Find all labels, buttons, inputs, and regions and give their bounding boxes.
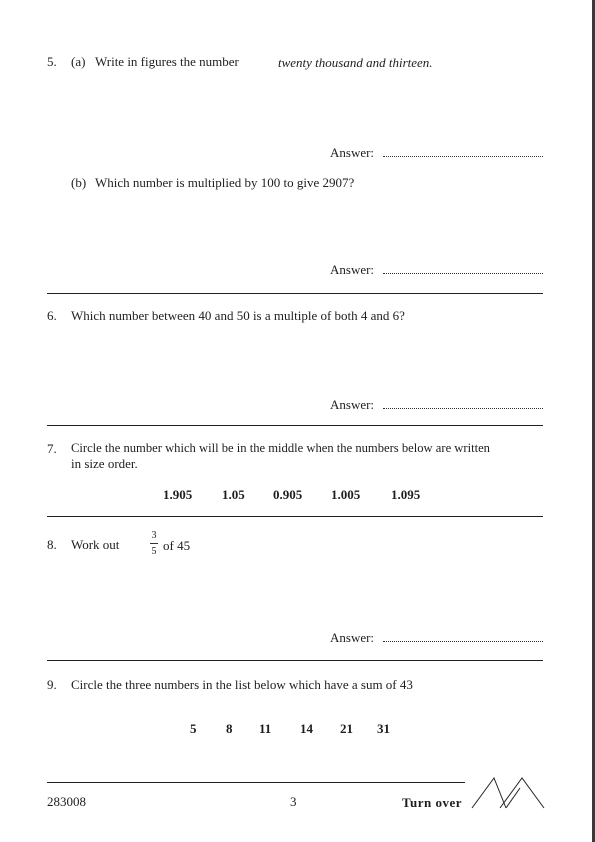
question-8-number: 8.	[47, 537, 57, 552]
option-number[interactable]: 1.095	[391, 487, 421, 502]
page-number: 3	[290, 794, 297, 809]
turn-over-arrows-icon	[470, 774, 546, 810]
question-5a-words: twenty thousand and thirteen.	[278, 55, 433, 70]
question-8-of-text: of 45	[163, 538, 191, 553]
turn-over-label: Turn over	[402, 795, 462, 810]
section-divider	[47, 293, 543, 294]
answer-label-5a: Answer:	[330, 145, 375, 160]
answer-label-5b: Answer:	[330, 262, 375, 277]
option-number[interactable]: 1.905	[163, 487, 193, 502]
question-9-number: 9.	[47, 677, 57, 692]
fraction-denominator: 5	[151, 546, 157, 557]
option-number[interactable]: 1.005	[331, 487, 361, 502]
question-7-number: 7.	[47, 441, 57, 456]
question-5a-label: (a)	[71, 54, 86, 69]
answer-line-8[interactable]	[383, 641, 543, 642]
question-5b-label: (b)	[71, 175, 87, 190]
option-number[interactable]: 31	[377, 721, 390, 736]
question-7-number-list	[163, 486, 420, 504]
option-number[interactable]: 11	[259, 721, 272, 736]
answer-label-6: Answer:	[330, 397, 375, 412]
section-divider	[47, 660, 543, 661]
answer-label-8: Answer:	[330, 630, 375, 645]
question-5-number: 5.	[47, 54, 57, 69]
fraction-bar	[150, 543, 158, 544]
answer-line-6[interactable]	[383, 408, 543, 409]
question-5b-text: Which number is multiplied by 100 to give 2907?	[95, 175, 355, 190]
fraction-numerator: 3	[151, 530, 157, 541]
paper-code: 283008	[47, 794, 86, 809]
question-7-text-line2: in size order.	[71, 456, 138, 471]
question-7-text-line1: Circle the number which will be in the middle when the numbers below are written	[71, 441, 490, 455]
option-number[interactable]: 0.905	[273, 487, 303, 502]
option-number[interactable]: 1.05	[222, 487, 245, 502]
question-9-number-list	[190, 720, 390, 738]
answer-line-5a[interactable]	[383, 156, 543, 157]
option-number[interactable]: 5	[190, 721, 197, 736]
question-5a-text: Write in figures the number	[95, 54, 239, 69]
option-number[interactable]: 21	[340, 721, 353, 736]
question-6-text: Which number between 40 and 50 is a multiple of both 4 and 6?	[71, 308, 405, 323]
question-9-text: Circle the three numbers in the list below which have a sum of 43	[71, 677, 413, 692]
option-number[interactable]: 8	[226, 721, 233, 736]
answer-line-5b[interactable]	[383, 273, 543, 274]
section-divider	[47, 425, 543, 426]
section-divider	[47, 516, 543, 517]
footer-rule	[47, 782, 465, 783]
option-number[interactable]: 14	[300, 721, 313, 736]
question-6-number: 6.	[47, 308, 57, 323]
question-8-text: Work out	[71, 537, 120, 552]
